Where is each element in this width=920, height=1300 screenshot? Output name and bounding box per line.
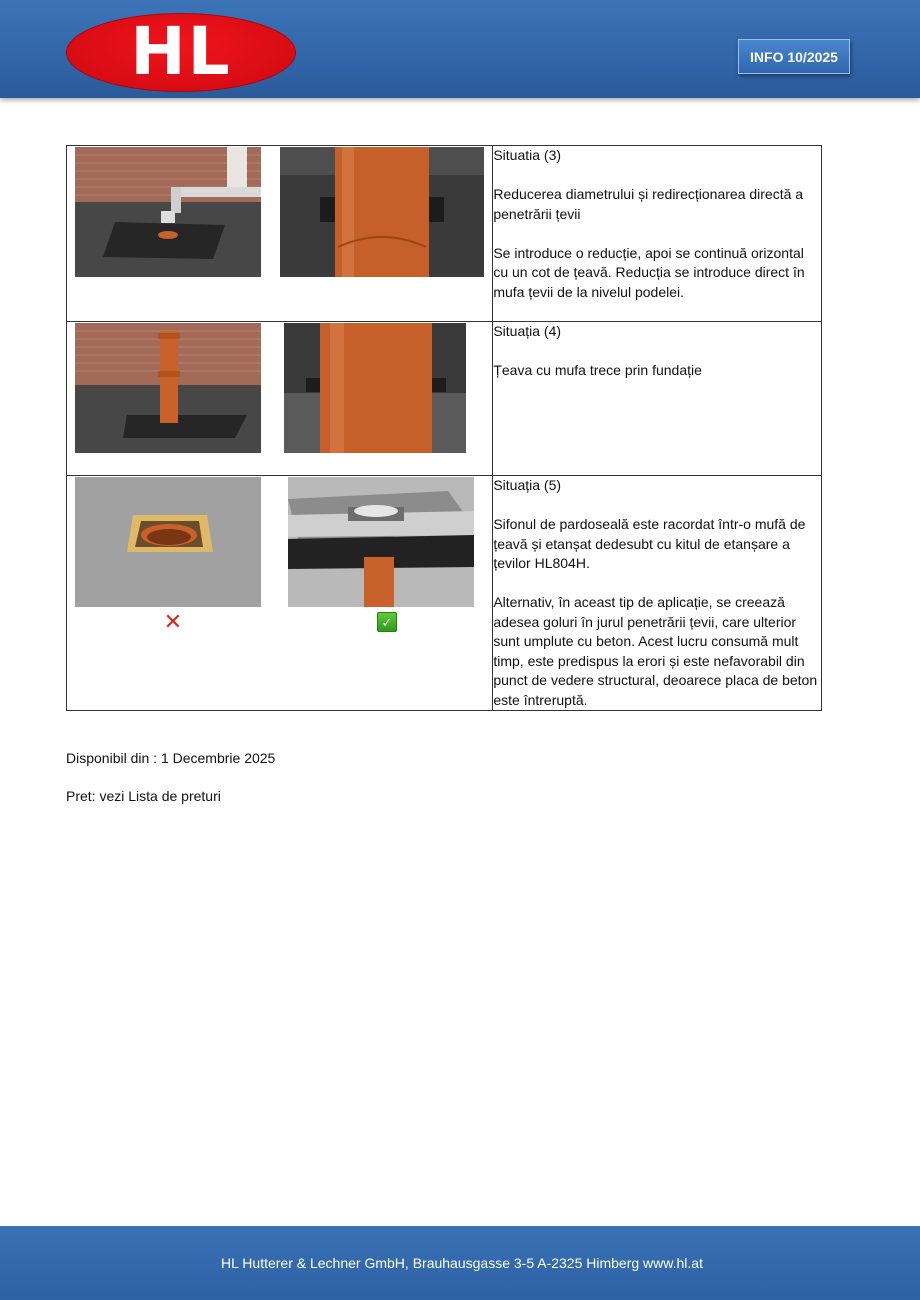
- situations-table: [66, 145, 822, 711]
- footer-text: HL Hutterer & Lechner GmbH, Brauhausgasse 3-5 A-2325 Himberg www.hl.at: [221, 1255, 703, 1271]
- table-row: [67, 322, 822, 476]
- situation-4-image-closeup: [284, 323, 466, 453]
- situation-3-text: [493, 146, 822, 322]
- situation-paragraph: Se introduce o reducție, apoi se continuă orizontal cu un cot de țeavă. Reducția se introduce direct în mufa țevii de la nivelul podelei.: [493, 244, 805, 300]
- correct-mark-icon: ✓: [377, 612, 397, 632]
- situation-title: Situația (5): [493, 477, 562, 493]
- logo-text: HL: [130, 12, 232, 90]
- table-row: [67, 146, 822, 322]
- situation-3-image-reduction: [75, 147, 261, 277]
- situation-title: Situația (4): [493, 323, 562, 339]
- page-footer: [0, 1226, 920, 1300]
- situation-4-image-pipe: [75, 323, 261, 453]
- availability-text: Disponibil din : 1 Decembrie 2025: [66, 750, 276, 766]
- image-cell: [67, 322, 493, 476]
- situation-paragraph: Alternativ, în aceast tip de aplicație, se creează adesea goluri în jurul penetrării țevii, care ulterior sunt umplute cu beton. Acest lucru consumă mult timp, este predispus la erori și este nefavorabil din punct de vedere structural, deoarece placa de beton este întreruptă.: [493, 594, 818, 708]
- table-row: [67, 476, 822, 711]
- situation-5-image-correct: [288, 477, 474, 607]
- situation-5-image-wrong: [75, 477, 261, 607]
- situation-paragraph: Sifonul de pardoseală este racordat într-o mufă de țeavă și etanșat dedesubt cu kitul de etanșare a țevilor HL804H.: [493, 516, 806, 571]
- situation-4-text: [493, 322, 822, 476]
- situation-paragraph: Țeava cu mufa trece prin fundație: [493, 362, 702, 378]
- price-text: Pret: vezi Lista de preturi: [66, 788, 221, 804]
- wrong-mark-icon: ✕: [163, 609, 183, 634]
- situation-5-text: [493, 476, 822, 711]
- hl-logo: [66, 13, 296, 92]
- image-cell: [67, 476, 493, 711]
- situation-paragraph: Reducerea diametrului și redirecționarea directă a penetrării țevii: [493, 186, 804, 222]
- info-badge: INFO 10/2025: [738, 39, 850, 74]
- situation-title: Situatia (3): [493, 147, 562, 163]
- image-cell: [67, 146, 493, 322]
- situation-3-image-closeup: [280, 147, 484, 277]
- page-header: [0, 0, 920, 98]
